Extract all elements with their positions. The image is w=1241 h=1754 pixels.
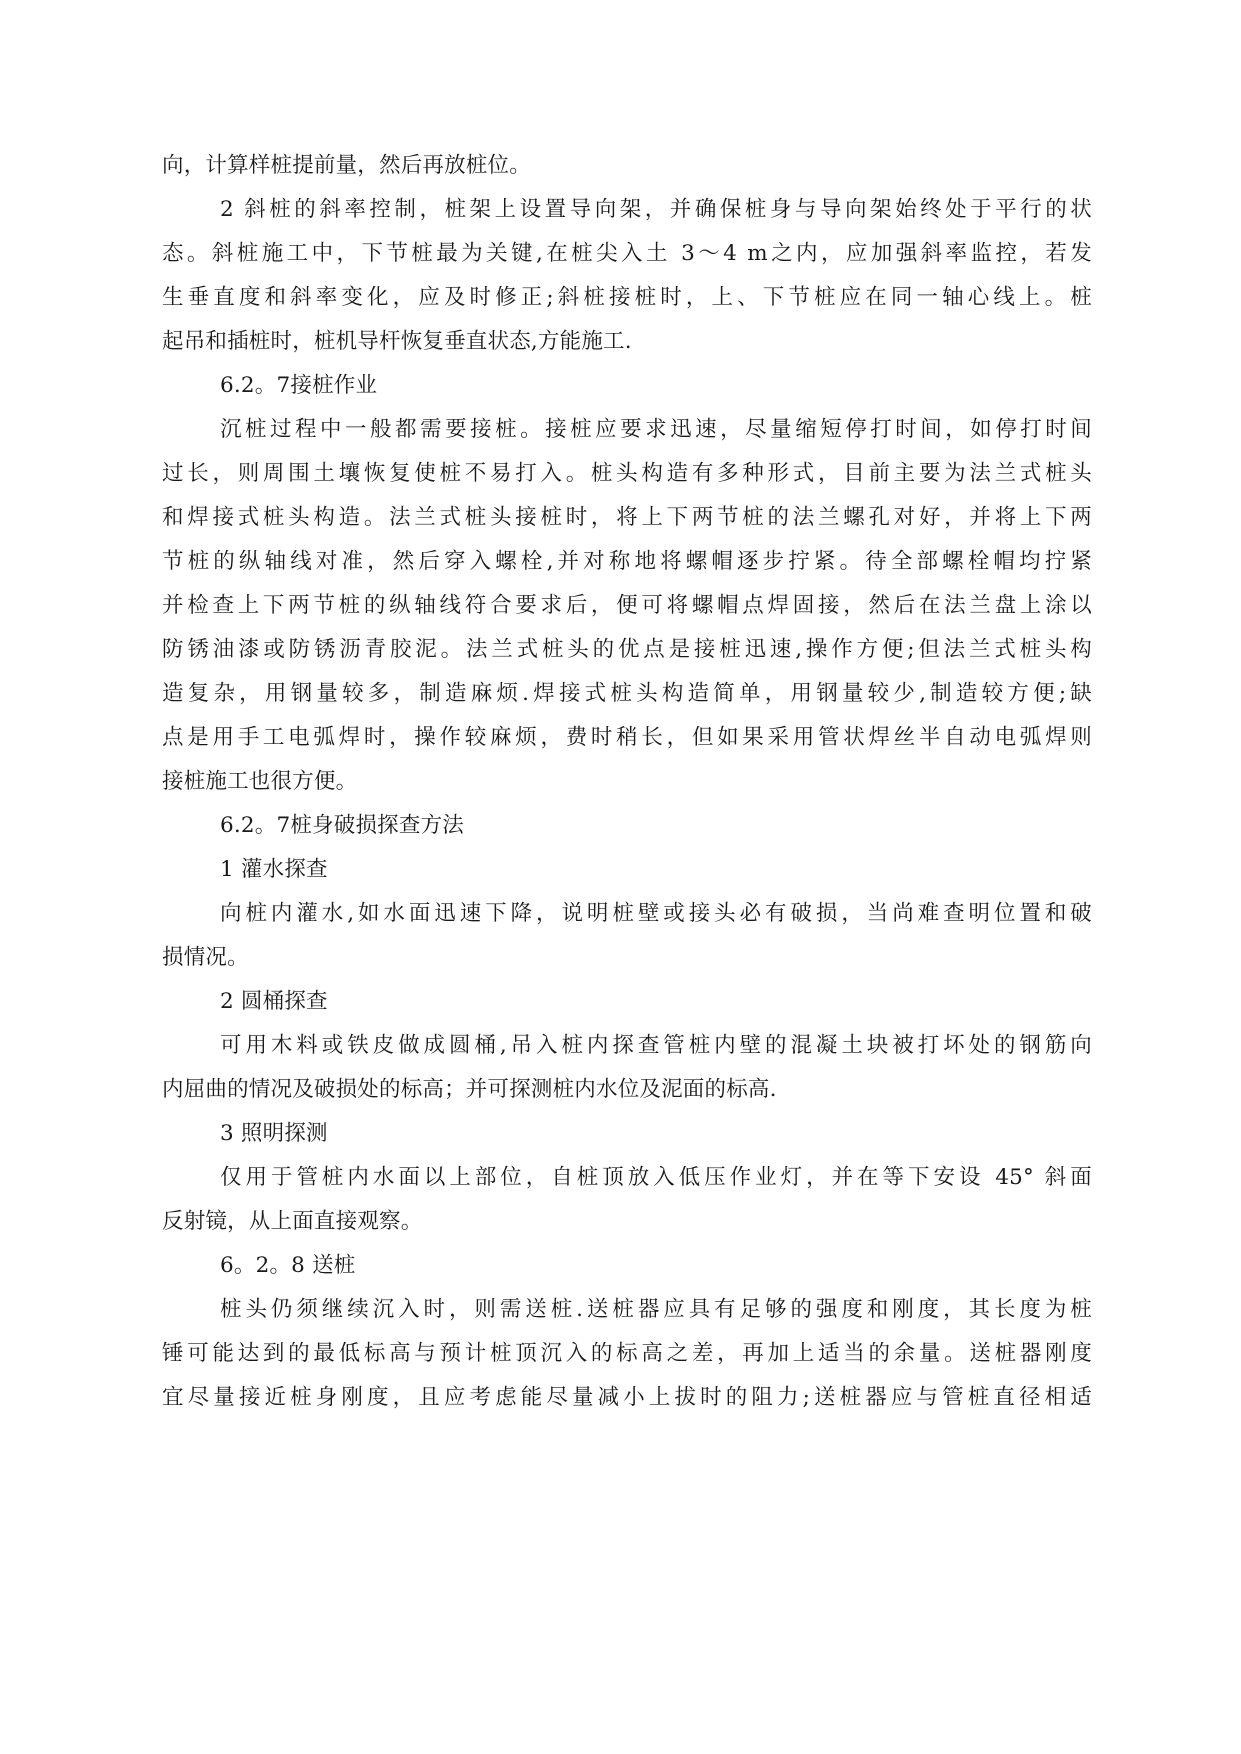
paragraph-line: 沉桩过程中一般都需要接桩。接桩应要求迅速，尽量缩短停打时间，如停打时间 [220,417,1092,442]
subsection-heading: 1 灌水探查 [220,857,328,882]
paragraph-line: 态。斜桩施工中，下节桩最为关键,在桩尖入土 3～4 m之内，应加强斜率监控，若发 [162,241,1092,266]
paragraph-line: 向，计算样桩提前量，然后再放桩位。 [162,153,531,178]
paragraph-line: 和焊接式桩头构造。法兰式桩头接桩时，将上下两节桩的法兰螺孔对好，并将上下两 [162,505,1092,530]
paragraph-line: 桩头仍须继续沉入时，则需送桩.送桩器应具有足够的强度和刚度，其长度为桩 [220,1297,1092,1322]
section-heading: 6.2。7桩身破损探查方法 [220,813,464,838]
paragraph-line: 可用木料或铁皮做成圆桶,吊入桩内探查管桩内壁的混凝土块被打坏处的钢筋向 [220,1033,1092,1058]
section-heading: 6.2。7接桩作业 [220,373,378,398]
paragraph-line: 造复杂，用钢量较多，制造麻烦.焊接式桩头构造简单，用钢量较少,制造较方便;缺 [162,681,1092,706]
paragraph-line: 内屈曲的情况及破损处的标高；并可探测桩内水位及泥面的标高. [162,1077,777,1102]
paragraph-line: 损情况。 [162,945,249,970]
paragraph-line: 防锈油漆或防锈沥青胶泥。法兰式桩头的优点是接桩迅速,操作方便;但法兰式桩头构 [162,637,1092,662]
document-body [162,144,1092,1420]
paragraph-line: 过长，则周围土壤恢复使桩不易打入。桩头构造有多种形式，目前主要为法兰式桩头 [162,461,1092,486]
subsection-heading: 3 照明探测 [220,1121,328,1146]
paragraph-line: 接桩施工也很方便。 [162,769,358,794]
paragraph-line: 反射镜，从上面直接观察。 [162,1209,423,1234]
section-heading: 6。2。8 送桩 [220,1253,356,1278]
paragraph-line: 2 斜桩的斜率控制，桩架上设置导向架，并确保桩身与导向架始终处于平行的状 [220,197,1092,222]
paragraph-line: 锤可能达到的最低标高与预计桩顶沉入的标高之差，再加上适当的余量。送桩器刚度 [162,1341,1092,1366]
paragraph-line: 宜尽量接近桩身刚度，且应考虑能尽量减小上拔时的阻力;送桩器应与管桩直径相适 [162,1385,1092,1410]
subsection-heading: 2 圆桶探查 [220,989,328,1014]
paragraph-line: 点是用手工电弧焊时，操作较麻烦，费时稍长，但如果采用管状焊丝半自动电弧焊则 [162,725,1092,750]
paragraph-line: 生垂直度和斜率变化，应及时修正;斜桩接桩时，上、下节桩应在同一轴心线上。桩 [162,285,1092,310]
paragraph-line: 向桩内灌水,如水面迅速下降，说明桩壁或接头必有破损，当尚难查明位置和破 [220,901,1092,926]
paragraph-line: 并检查上下两节桩的纵轴线符合要求后，便可将螺帽点焊固接，然后在法兰盘上涂以 [162,593,1092,618]
paragraph-line: 起吊和插桩时，桩机导杆恢复垂直状态,方能施工. [162,329,632,354]
paragraph-line: 仅用于管桩内水面以上部位，自桩顶放入低压作业灯，并在等下安设 45° 斜面 [220,1165,1092,1190]
paragraph-line: 节桩的纵轴线对准，然后穿入螺栓,并对称地将螺帽逐步拧紧。待全部螺栓帽均拧紧 [162,549,1092,574]
